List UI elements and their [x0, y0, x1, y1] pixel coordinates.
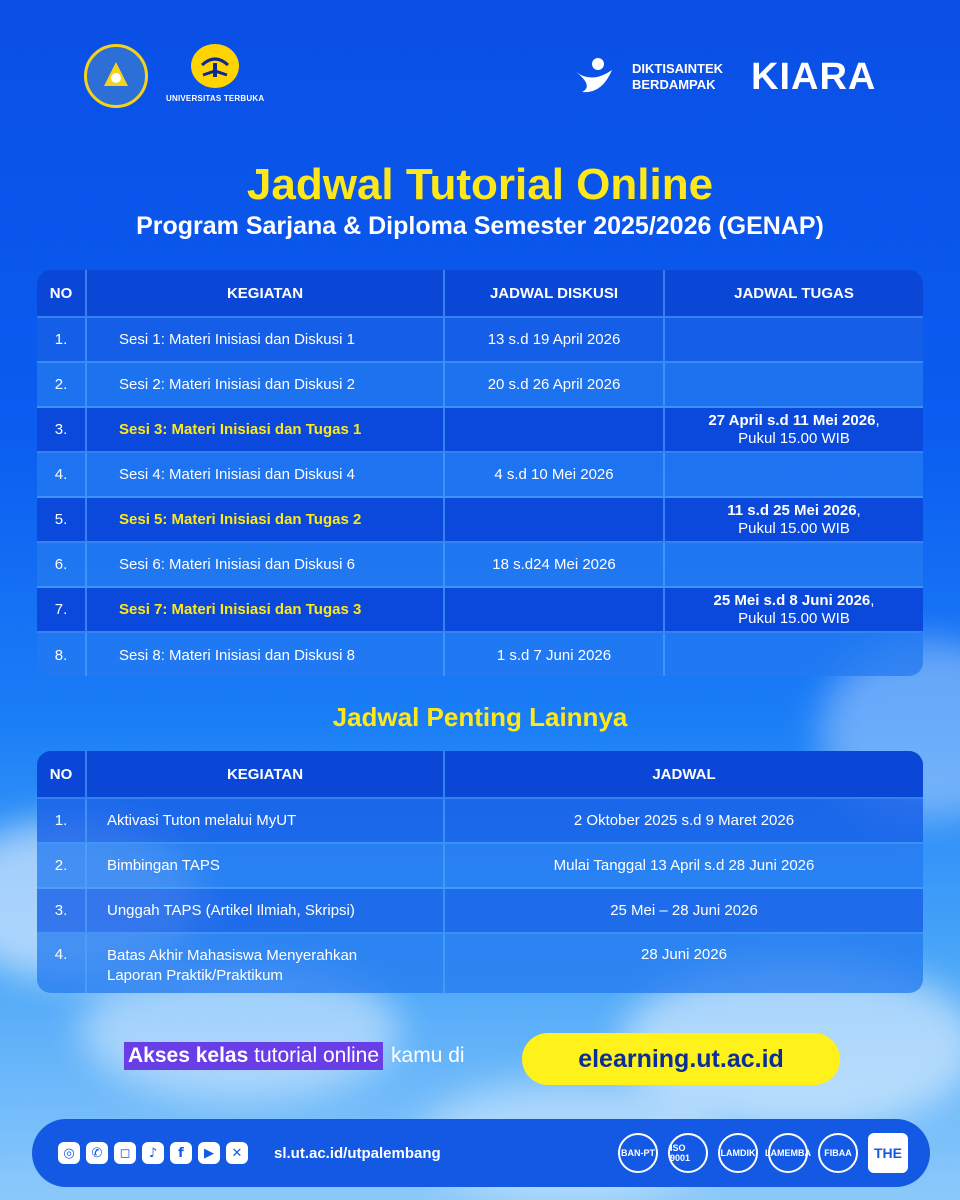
tugas-comma: ,	[856, 501, 861, 519]
kiara-logo: KIARA	[751, 55, 877, 98]
dikti-line1: DIKTISAINTEK	[632, 61, 723, 76]
row-no: 2.	[37, 363, 87, 406]
tugas-date: 11 s.d 25 Mei 2026	[727, 501, 857, 519]
row-diskusi: 4 s.d 10 Mei 2026	[445, 453, 665, 496]
instagram-icon[interactable]: ◻	[114, 1142, 136, 1164]
ut-name: UNIVERSITAS TERBUKA	[166, 94, 265, 103]
dikti-logo-icon	[572, 54, 618, 100]
row-kegiatan: Sesi 2: Materi Inisiasi dan Diskusi 2	[87, 363, 445, 406]
row-diskusi: 18 s.d24 Mei 2026	[445, 543, 665, 586]
row-kegiatan: Sesi 5: Materi Inisiasi dan Tugas 2	[87, 498, 445, 541]
table-row	[37, 588, 923, 633]
header-kegiatan: KEGIATAN	[87, 270, 445, 316]
access-bold: Akses kelas	[128, 1044, 249, 1067]
tugas-time: Pukul 15.00 WIB	[738, 519, 850, 537]
accreditation-logo: FIBAA	[818, 1133, 858, 1173]
kegiatan-line1: Batas Akhir Mahasiswa Menyerahkan	[107, 947, 358, 964]
row-jadwal: Mulai Tanggal 13 April s.d 28 Juni 2026	[553, 857, 815, 874]
row-no: 1.	[37, 318, 87, 361]
table-row	[37, 934, 923, 993]
tugas-comma: ,	[870, 591, 875, 609]
header-kegiatan: KEGIATAN	[87, 751, 445, 797]
row-tugas	[665, 633, 923, 676]
kemendikbud-logo	[84, 44, 148, 108]
row-kegiatan: Sesi 4: Materi Inisiasi dan Diskusi 4	[87, 453, 445, 496]
footer-link[interactable]: sl.ut.ac.id/utpalembang	[274, 1144, 441, 1162]
accreditation-logos	[618, 1133, 908, 1173]
access-plain: kamu di	[391, 1044, 465, 1067]
row-tugas	[665, 318, 923, 361]
access-rest: tutorial online	[248, 1044, 380, 1067]
x-icon[interactable]: ✕	[226, 1142, 248, 1164]
row-no: 3.	[37, 408, 87, 451]
row-no: 4.	[37, 453, 87, 496]
table-row	[37, 318, 923, 363]
ut-emblem-icon	[191, 44, 239, 88]
row-kegiatan	[87, 934, 445, 993]
facebook-icon[interactable]: f	[170, 1142, 192, 1164]
header-jadwal: JADWAL	[652, 765, 716, 783]
row-kegiatan: Aktivasi Tuton melalui MyUT	[87, 799, 445, 842]
row-tugas	[665, 408, 923, 451]
row-tugas	[665, 588, 923, 631]
access-highlight	[124, 1042, 383, 1070]
table-row	[37, 799, 923, 844]
access-text	[124, 1042, 465, 1070]
important-schedule-table	[37, 751, 923, 993]
dikti-text	[632, 61, 723, 93]
header-no: NO	[37, 751, 87, 797]
row-no: 7.	[37, 588, 87, 631]
tugas-time: Pukul 15.00 WIB	[738, 429, 850, 447]
accreditation-logo: ISO 9001	[668, 1133, 708, 1173]
tugas-time: Pukul 15.00 WIB	[738, 609, 850, 627]
row-kegiatan: Bimbingan TAPS	[87, 844, 445, 887]
row-diskusi	[445, 408, 665, 451]
table-row	[37, 453, 923, 498]
tugas-date: 27 April s.d 11 Mei 2026	[708, 411, 876, 429]
header-logos-left	[84, 44, 264, 108]
row-diskusi	[445, 588, 665, 631]
page-title: Jadwal Tutorial Online	[246, 160, 714, 209]
header-diskusi: JADWAL DISKUSI	[445, 270, 665, 316]
row-diskusi: 1 s.d 7 Juni 2026	[445, 633, 665, 676]
row-no: 4.	[37, 934, 87, 993]
row-diskusi: 13 s.d 19 April 2026	[445, 318, 665, 361]
tugas-comma: ,	[875, 411, 880, 429]
row-kegiatan: Sesi 7: Materi Inisiasi dan Tugas 3	[87, 588, 445, 631]
row-diskusi	[445, 498, 665, 541]
row-tugas	[665, 498, 923, 541]
header-no: NO	[37, 270, 87, 316]
youtube-icon[interactable]: ▶	[198, 1142, 220, 1164]
row-no: 1.	[37, 799, 87, 842]
table-row	[37, 543, 923, 588]
row-kegiatan: Sesi 3: Materi Inisiasi dan Tugas 1	[87, 408, 445, 451]
row-tugas	[665, 543, 923, 586]
page-subtitle: Program Sarjana & Diploma Semester 2025/2026 (GENAP)	[136, 212, 824, 240]
section-title-important: Jadwal Penting Lainnya	[332, 702, 628, 732]
ut-logo	[166, 44, 264, 103]
dikti-line2: BERDAMPAK	[632, 77, 716, 92]
row-diskusi: 20 s.d 26 April 2026	[445, 363, 665, 406]
tugas-date: 25 Mei s.d 8 Juni 2026	[713, 591, 871, 609]
row-no: 6.	[37, 543, 87, 586]
header-logos-right	[572, 54, 876, 100]
dribbble-icon[interactable]: ◎	[58, 1142, 80, 1164]
whatsapp-icon[interactable]: ✆	[86, 1142, 108, 1164]
row-jadwal: 2 Oktober 2025 s.d 9 Maret 2026	[573, 812, 795, 829]
row-jadwal: 28 Juni 2026	[641, 946, 727, 963]
table-row	[37, 844, 923, 889]
table-header-row	[37, 751, 923, 799]
table-row	[37, 408, 923, 453]
row-jadwal: 25 Mei – 28 Juni 2026	[610, 902, 758, 919]
table-row	[37, 498, 923, 543]
accreditation-logo: BAN-PT	[618, 1133, 658, 1173]
tiktok-icon[interactable]: ♪	[142, 1142, 164, 1164]
row-no: 8.	[37, 633, 87, 676]
row-kegiatan: Sesi 6: Materi Inisiasi dan Diskusi 6	[87, 543, 445, 586]
elearning-link[interactable]: elearning.ut.ac.id	[522, 1033, 840, 1085]
kegiatan-line2: Laporan Praktik/Praktikum	[107, 967, 283, 984]
row-tugas	[665, 363, 923, 406]
table-header-row	[37, 270, 923, 318]
row-no: 3.	[37, 889, 87, 932]
row-tugas	[665, 453, 923, 496]
tutorial-schedule-table	[37, 270, 923, 676]
table-row	[37, 633, 923, 676]
row-no: 2.	[37, 844, 87, 887]
row-kegiatan: Sesi 1: Materi Inisiasi dan Diskusi 1	[87, 318, 445, 361]
table-row	[37, 889, 923, 934]
row-kegiatan: Unggah TAPS (Artikel Ilmiah, Skripsi)	[87, 889, 445, 932]
accreditation-logo: THE	[868, 1133, 908, 1173]
table-row	[37, 363, 923, 408]
row-no: 5.	[37, 498, 87, 541]
accreditation-logo: LAMDIK	[718, 1133, 758, 1173]
header-tugas: JADWAL TUGAS	[734, 284, 854, 302]
footer-bar	[32, 1119, 930, 1187]
row-kegiatan: Sesi 8: Materi Inisiasi dan Diskusi 8	[87, 633, 445, 676]
accreditation-logo: LAMEMBA	[768, 1133, 808, 1173]
